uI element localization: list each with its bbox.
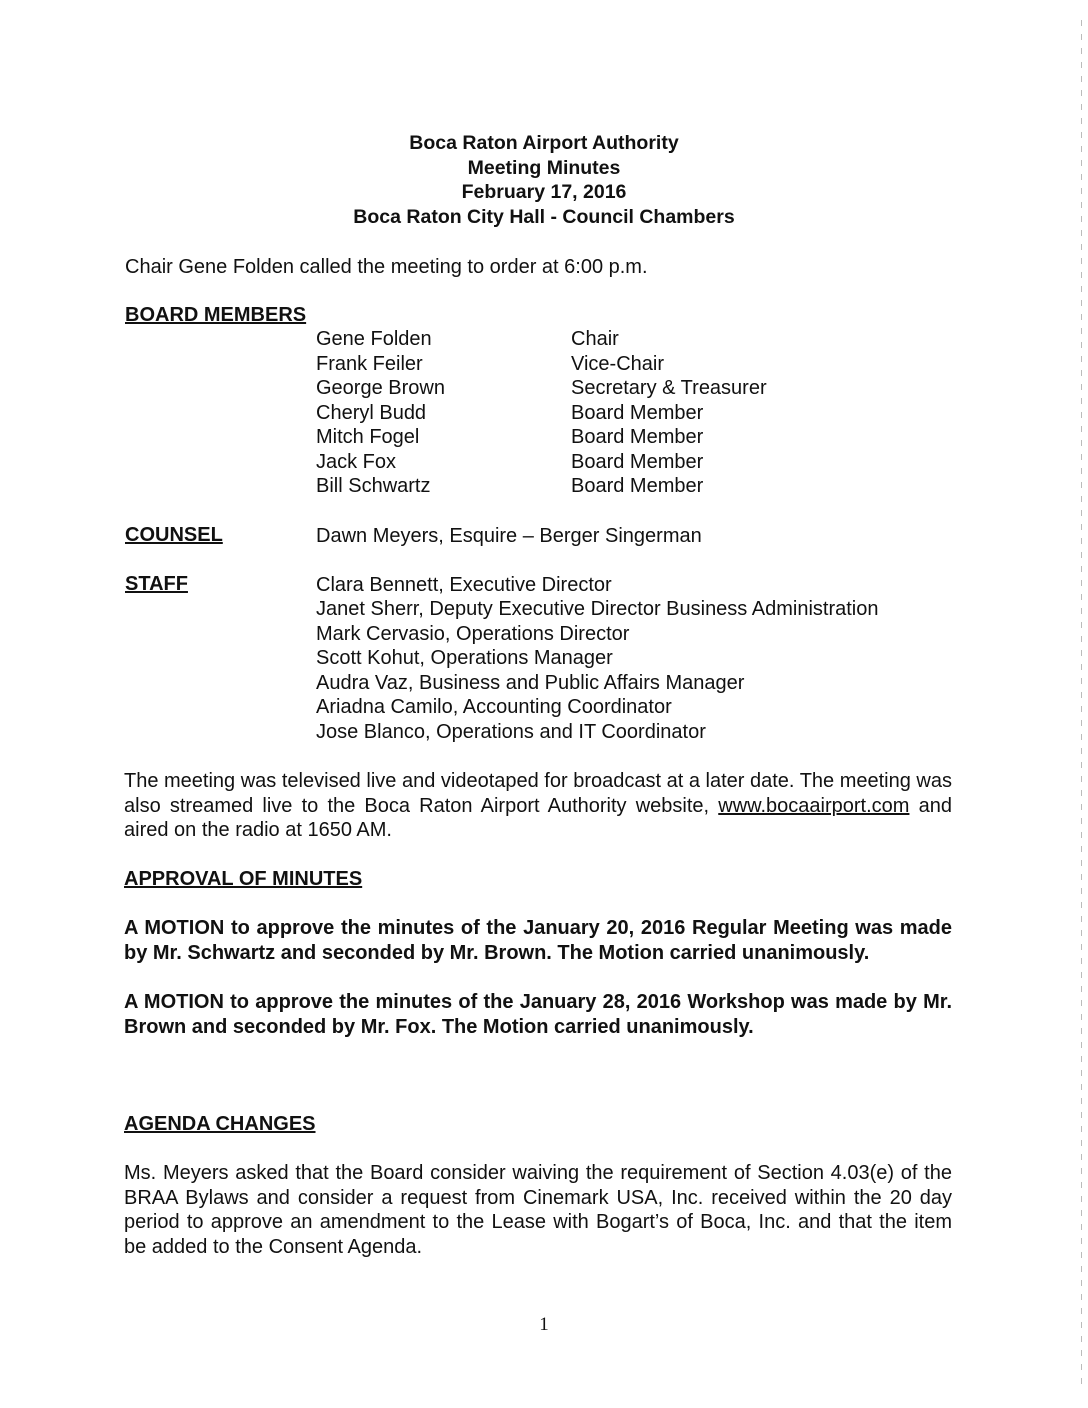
- counsel-heading: COUNSEL: [125, 524, 223, 546]
- approval-motion-2: A MOTION to approve the minutes of the January 28, 2016 Workshop was made by Mr. Brown and seconded by Mr. Fox. The Motion carried unanimously.: [124, 991, 952, 1038]
- scan-edge-mark: [1081, 20, 1082, 1390]
- approval-heading: APPROVAL OF MINUTES: [124, 868, 363, 890]
- member-role: Secretary & Treasurer: [571, 377, 767, 399]
- member-name: Gene Folden: [316, 328, 432, 350]
- member-role: Board Member: [571, 475, 704, 497]
- staff-line: Audra Vaz, Business and Public Affairs Manager: [316, 672, 745, 694]
- broadcast-text-after: and aired on the radio at 1650 AM.: [124, 794, 952, 841]
- member-name: Cheryl Budd: [316, 402, 427, 424]
- meeting-location: Boca Raton City Hall - Council Chambers: [353, 205, 735, 228]
- agenda-changes-text: Ms. Meyers asked that the Board consider waiving the requirement of Section 4.03(e) of the BRAA Bylaws and consider a request from Cinemark USA, Inc. received within the 20 day period to approve an amendment to the Lease with Bogart’s of Boca, Inc. and that the item be added to the Consent Agenda.: [124, 1162, 952, 1258]
- doc-type-title: Meeting Minutes: [467, 156, 621, 179]
- staff-line: Janet Sherr, Deputy Executive Director Business Administration: [316, 598, 879, 620]
- broadcast-text-before: The meeting was televised live and videotaped for broadcast at a later date. The meeting was also streamed live to the Boca Raton Airport Authority website,: [124, 770, 952, 817]
- board-members-heading: BOARD MEMBERS: [125, 304, 307, 326]
- member-role: Chair: [571, 328, 619, 350]
- call-to-order: Chair Gene Folden called the meeting to order at 6:00 p.m.: [125, 256, 648, 278]
- member-role: Vice-Chair: [571, 353, 664, 375]
- counsel-value: Dawn Meyers, Esquire – Berger Singerman: [316, 525, 702, 547]
- staff-heading: STAFF: [125, 573, 188, 595]
- member-name: George Brown: [316, 377, 445, 399]
- org-title: Boca Raton Airport Authority: [409, 132, 679, 154]
- staff-line: Scott Kohut, Operations Manager: [316, 647, 613, 669]
- member-role: Board Member: [571, 402, 704, 424]
- approval-motion-1: A MOTION to approve the minutes of the January 20, 2016 Regular Meeting was made by Mr. Schwartz and seconded by Mr. Brown. The Motion carried unanimously.: [124, 917, 952, 964]
- meeting-date: February 17, 2016: [461, 181, 627, 203]
- title-block: [0, 131, 1088, 229]
- member-role: Board Member: [571, 451, 704, 473]
- staff-line: Jose Blanco, Operations and IT Coordinator: [316, 721, 706, 743]
- member-name: Bill Schwartz: [316, 475, 431, 497]
- staff-line: Clara Bennett, Executive Director: [316, 574, 612, 596]
- staff-line: Ariadna Camilo, Accounting Coordinator: [316, 696, 672, 718]
- broadcast-paragraph: [124, 769, 952, 843]
- member-role: Board Member: [571, 426, 704, 448]
- agenda-changes-heading: AGENDA CHANGES: [124, 1113, 316, 1135]
- member-name: Mitch Fogel: [316, 426, 420, 448]
- member-name: Jack Fox: [316, 451, 397, 473]
- member-name: Frank Feiler: [316, 353, 423, 375]
- website-link[interactable]: www.bocaairport.com: [718, 794, 910, 817]
- page-number: 1: [539, 1314, 549, 1335]
- staff-line: Mark Cervasio, Operations Director: [316, 623, 630, 645]
